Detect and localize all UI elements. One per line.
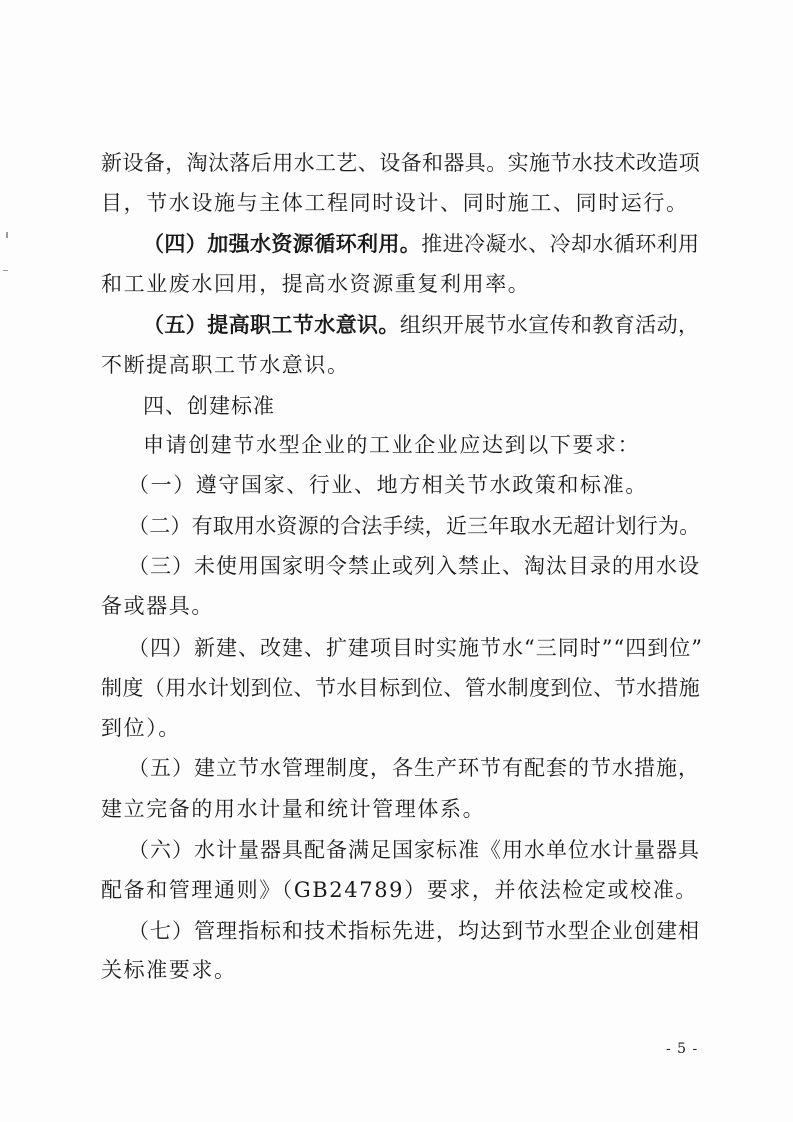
body-line: 新设备，淘汰落后用水工艺、设备和器具。实施节水技术改造项	[101, 151, 701, 175]
requirement-line: 关标准要求。	[101, 958, 237, 982]
requirement-line: 备或器具。	[101, 594, 214, 618]
intro-line: 申请创建节水型企业的工业企业应达到以下要求：	[143, 433, 641, 457]
paragraph-text: 推进冷凝水、冷却水循环利用	[421, 232, 700, 256]
requirement-line: （三）未使用国家明令禁止或列入禁止、淘汰目录的用水设	[128, 554, 700, 578]
requirement-line: （二）有取用水资源的合法手续，近三年取水无超计划行为。	[128, 514, 701, 538]
requirement-line: 制度（用水计划到位、节水目标到位、管水制度到位、节水措施	[101, 676, 701, 700]
paragraph-lead: （五）提高职工节水意识。	[143, 312, 400, 337]
requirement-line: 到位）。	[101, 716, 181, 740]
paragraph-text: 组织开展节水宣传和教育活动，	[399, 313, 700, 337]
scan-mark	[6, 232, 8, 238]
requirement-line: （七）管理指标和技术指标先进，均达到节水型企业创建相	[128, 919, 700, 943]
body-line: 和工业废水回用，提高水资源重复利用率。	[101, 272, 531, 296]
requirement-line: （五）建立节水管理制度，各生产环节有配套的节水措施，	[128, 756, 700, 780]
body-line: 目，节水设施与主体工程同时设计、同时施工、同时运行。	[101, 191, 689, 215]
body-line	[143, 313, 699, 337]
requirement-line: （四）新建、改建、扩建项目时实施节水“三同时”“四到位”	[128, 636, 703, 660]
scan-mark	[3, 270, 8, 271]
requirement-line: （一）遵守国家、行业、地方相关节水政策和标准。	[128, 473, 648, 497]
requirement-line: 配备和管理通则》（GB24789）要求，并依法检定或校准。	[101, 878, 698, 902]
body-line	[143, 232, 699, 256]
requirement-line: （六）水计量器具配备满足国家标准《用水单位水计量器具	[128, 838, 700, 862]
paragraph-lead: （四）加强水资源循环利用。	[143, 231, 422, 256]
page-number: - 5 -	[666, 1041, 699, 1057]
section-heading: 四、创建标准	[143, 394, 275, 418]
requirement-line: 建立完备的用水计量和统计管理体系。	[101, 797, 486, 821]
body-line: 不断提高职工节水意识。	[101, 353, 350, 377]
